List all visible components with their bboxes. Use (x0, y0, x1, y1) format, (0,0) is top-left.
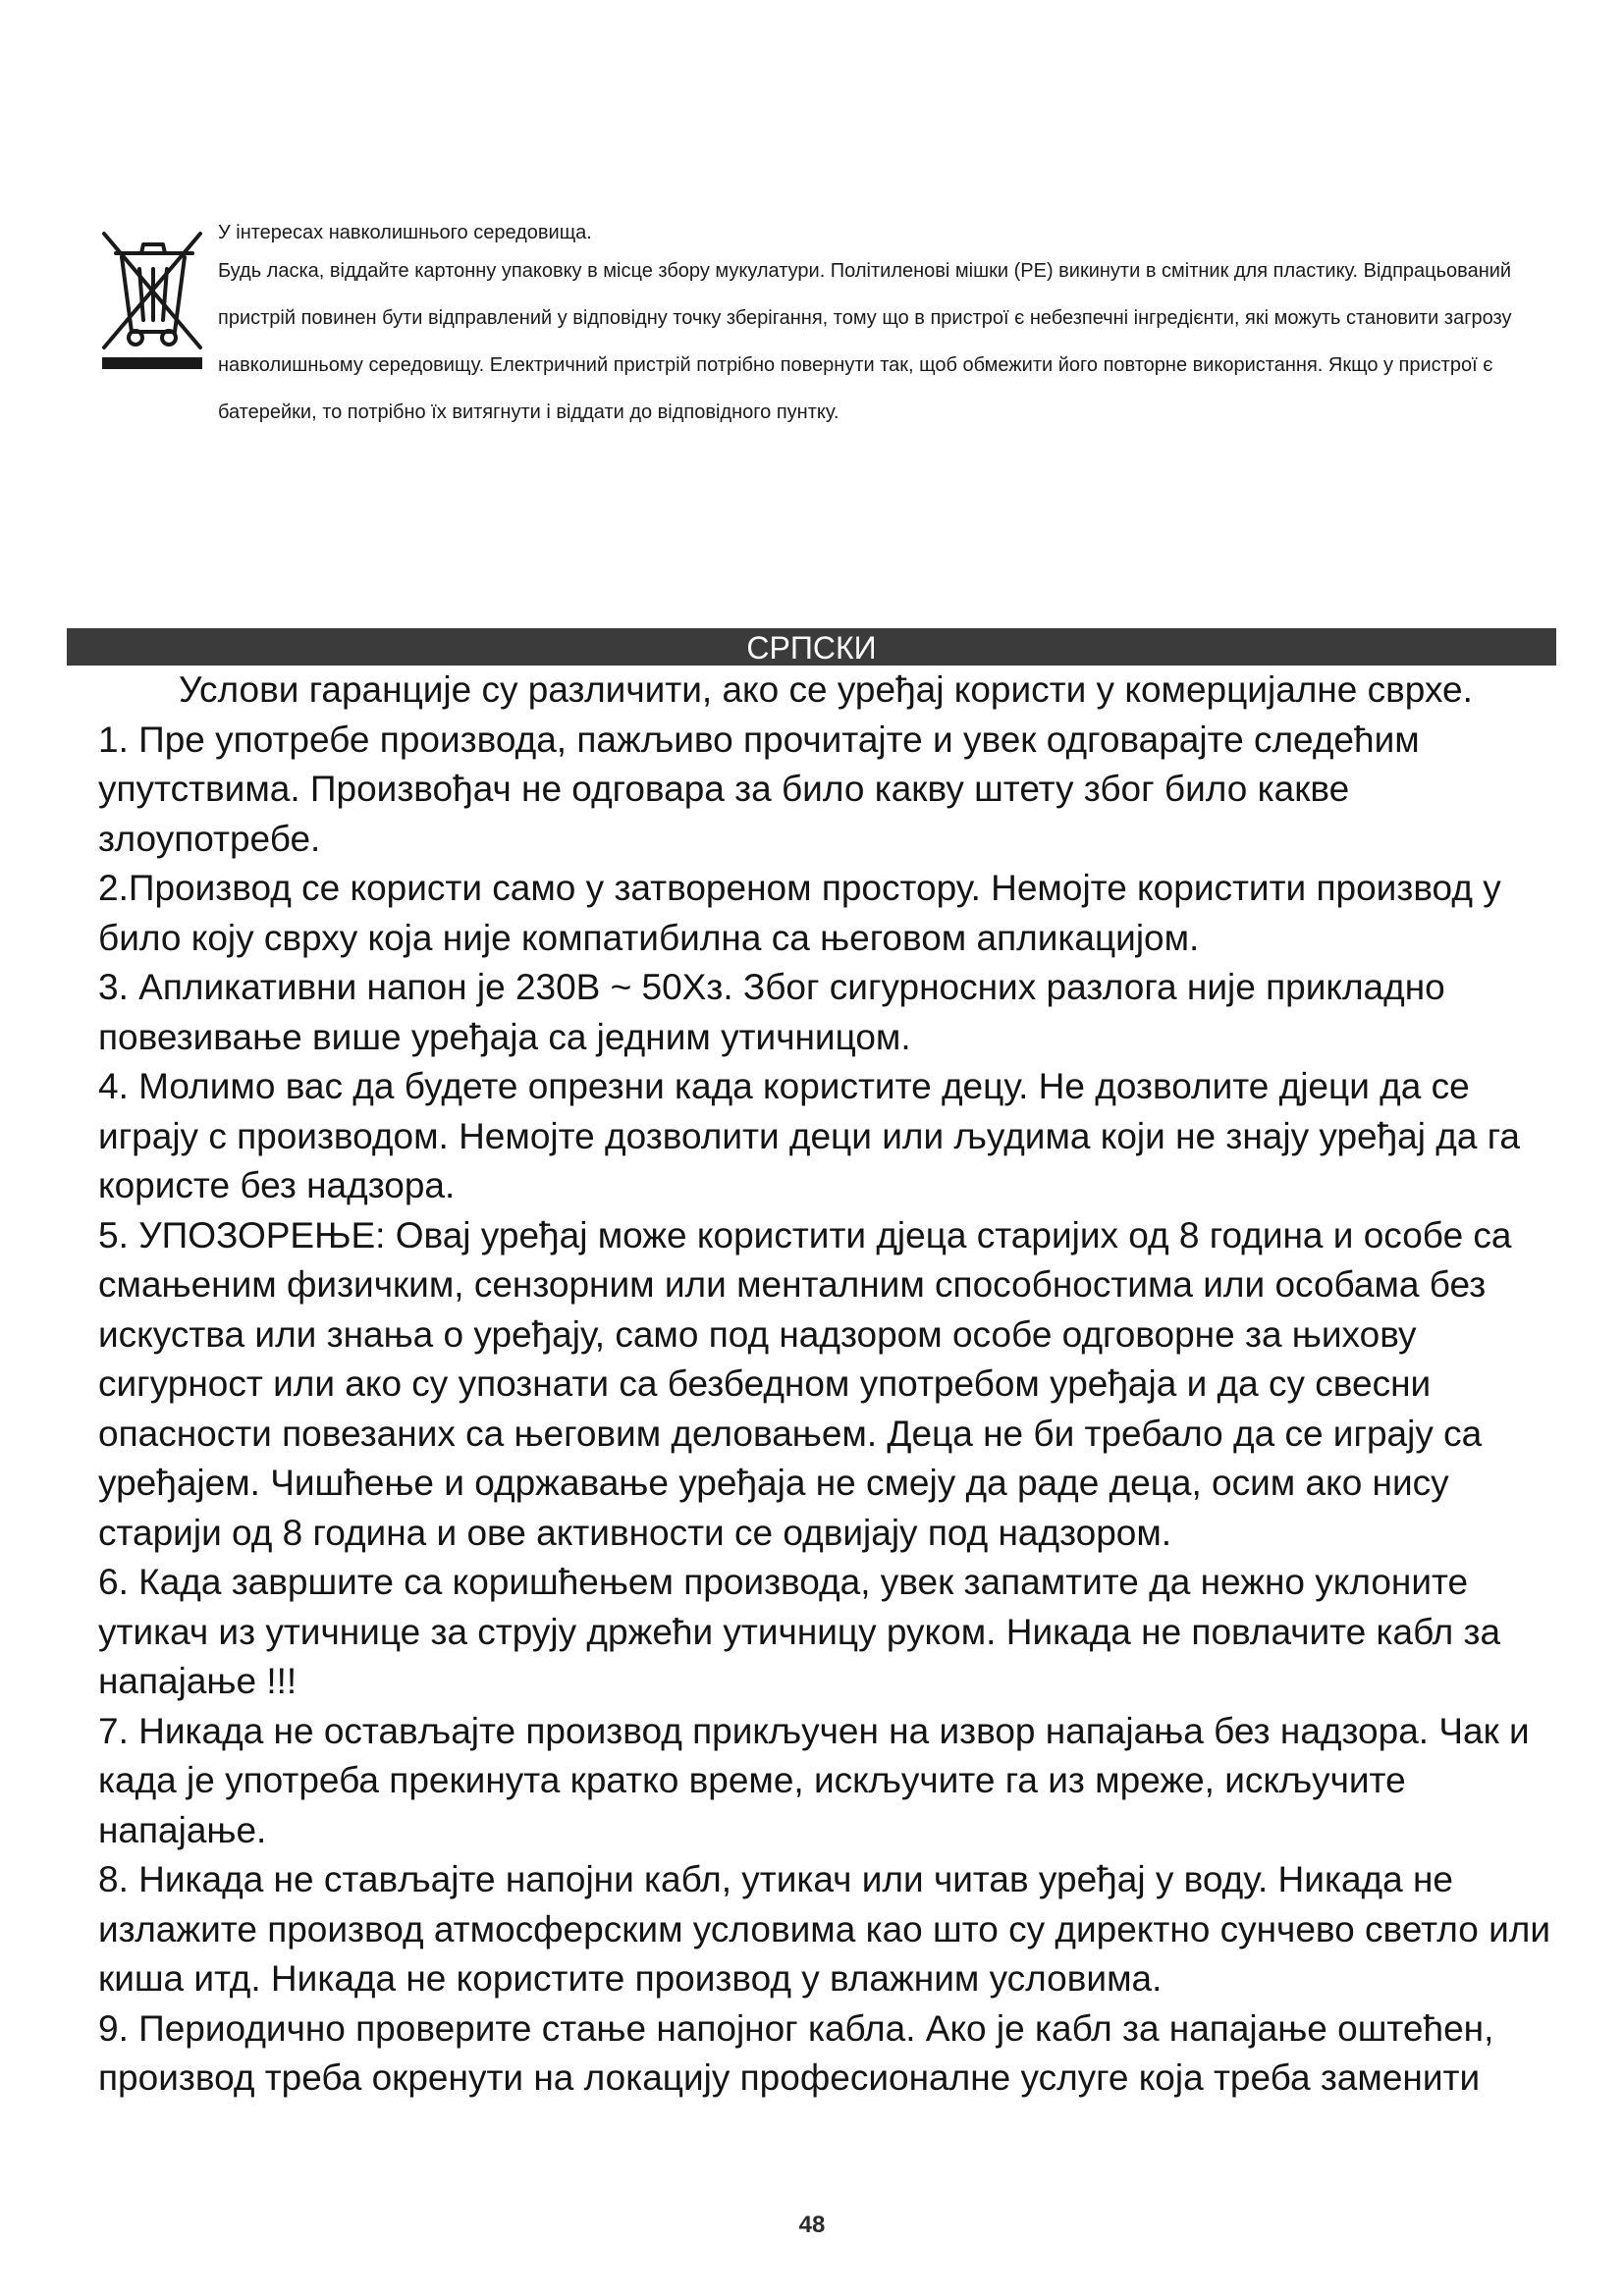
instruction-item: 4. Молимо вас да будете опрезни када користите децу. Не дозволите дјеци да се играју с производом. Немојте дозволити деци или људима који не знају уређај да га користе без надзора. (98, 1066, 1520, 1205)
language-label: СРПСКИ (746, 630, 877, 666)
instruction-item: 1. Пре употребе производа, пажљиво прочитајте и увек одговарајте следећим упутствима. Произвођач не одговара за било какву штету због било какве злоупотребе. (98, 719, 1420, 859)
instruction-item: 5. УПОЗОРЕЊЕ: Овај уређај може користити дјеца старијих од 8 година и особе са смањеним физичким, сензорним или менталним способностима или особама без искуства или знања о уређају, само под надзором особе одговорне за њихову сигурност или ако су упознати са безбедном употребом уређаја и да су свесни опасности повезаних са његовим деловањем. Деца не би требало да се играју са уређајем. Чишћење и одржавање уређаја не смеју да раде деца, осим ако нису старији од 8 година и ове активности се одвијају под надзором. (98, 1214, 1512, 1553)
warranty-intro: Услови гаранције су различити, ако се уређај користи у комерцијалне сврхе. (179, 669, 1473, 710)
environment-body: Будь ласка, віддайте картонну упаковку в місце збору мукулатури. Політиленові мішки (PE) викинути в смітник для пластику. Відпрацьований пристрій повинен бути відправлений у відповідну точку зберігання, тому що в пристрої є небезпечні інгредієнти, які можуть становити загрозу навколишньому середовищу. Електричний пристрій потрібно повернути так, щоб обмежити його повторне використання. Якщо у пристрої є батерейки, то потрібно їх витягнути і віддати до відповідного пунтку. (218, 260, 1512, 423)
warranty-instructions (98, 666, 1571, 2104)
instruction-item: 8. Никада не стављајте напојни кабл, утикач или читав уређај у воду. Никада не излажите производ атмосферским условима као што су директно сунчево светло или киша итд. Никада не користите производ у влажним условима. (98, 1859, 1551, 1999)
crossed-out-wheelie-bin-icon (98, 226, 206, 373)
instruction-item: 2.Производ се користи само у затвореном простору. Немојте користити производ у било коју сврху која није компатибилна са његовом апликацијом. (98, 868, 1501, 958)
page-number: 48 (798, 2212, 826, 2238)
instruction-item: 9. Периодично проверите стање напојног кабла. Ако је кабл за напајање оштећен, производ треба окренути на локацију професионалне услуге која треба заменити (98, 2007, 1494, 2098)
instruction-item: 3. Апликативни напон је 230В ~ 50Хз. Због сигурносних разлога није прикладно повезивање више уређаја са једним утичницом. (98, 967, 1445, 1057)
instruction-item: 7. Никада не остављајте производ прикључен на извор напајања без надзора. Чак и када је употреба прекинута кратко време, искључите га из мреже, искључите напајање. (98, 1710, 1530, 1850)
language-section-bar (67, 628, 1556, 666)
environment-title: У інтересах навколишнього середовища. (218, 222, 592, 243)
instruction-item: 6. Када завршите са коришћењем производа, увек запамтите да нежно уклоните утикач из утичнице за струју држећи утичницу руком. Никада не повлачите кабл за напајање !!! (98, 1562, 1501, 1701)
